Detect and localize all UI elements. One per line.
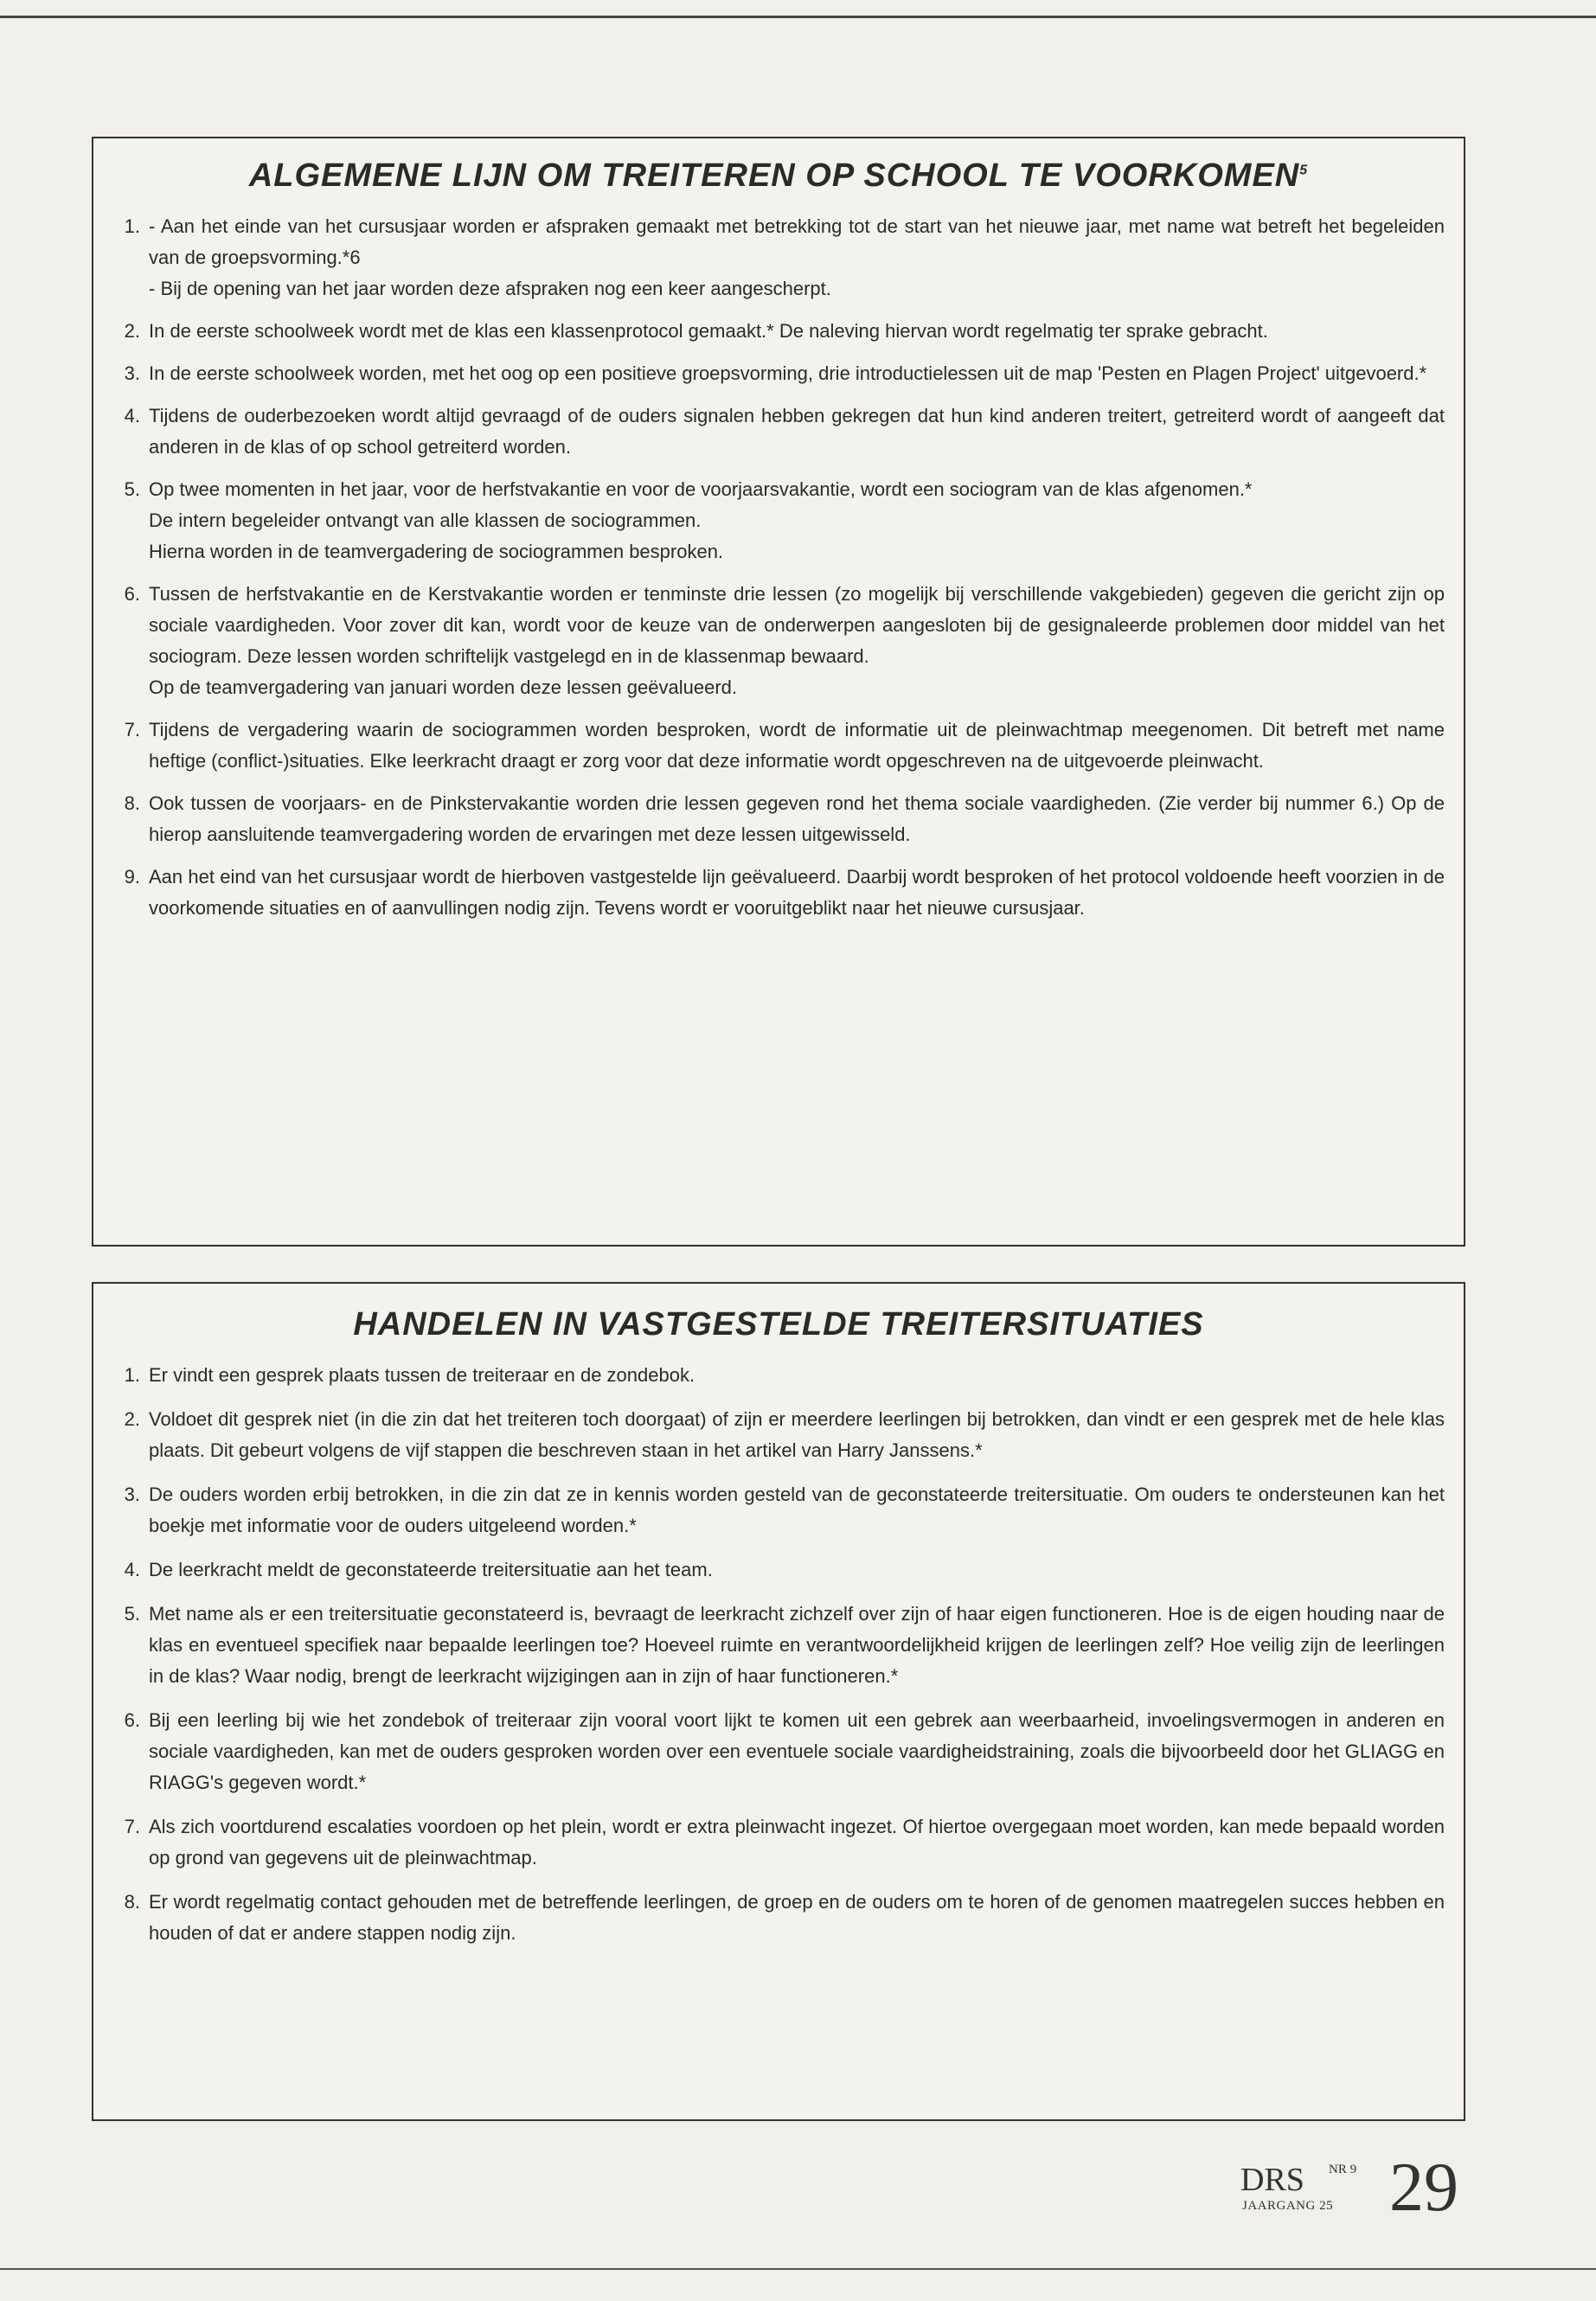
item-paragraph: Als zich voortdurend escalaties voordoen op het plein, wordt er extra pleinwacht ingezet. Of hiertoe overgegaan moet worden, kan mede bepaald worden op grond van gegevens uit de pleinwachtmap. [149,1816,1445,1868]
list-item [111,358,1445,389]
item-text [149,862,1445,924]
item-text [149,1404,1445,1466]
item-paragraph: De leerkracht meldt de geconstateerde treitersituatie aan het team. [149,1559,713,1580]
item-text [149,358,1445,389]
item-paragraph: In de eerste schoolweek worden, met het oog op een positieve groepsvorming, drie introductielessen uit de map 'Pesten en Plagen Project' uitgevoerd.* [149,362,1427,384]
item-number: 9. [124,866,140,888]
list-item [111,401,1445,463]
item-number: 2. [124,320,140,342]
list-item [111,1360,1445,1391]
item-number: 6. [124,583,140,605]
item-number: 8. [124,1891,140,1913]
list-item [111,1554,1445,1586]
item-paragraph: De intern begeleider ontvangt van alle klassen de sociogrammen. [149,510,702,531]
item-paragraph: Er wordt regelmatig contact gehouden met de betreffende leerlingen, de groep en de ouders om te horen of de genomen maatregelen succes hebben en houden of dat er andere stappen nodig zijn. [149,1891,1445,1944]
item-number: 8. [124,792,140,814]
item-paragraph: De ouders worden erbij betrokken, in die zin dat ze in kennis worden gesteld van de geconstateerde treitersituatie. Om ouders te ondersteunen kan het boekje met informatie voor de ouders uitgeleend worden.* [149,1484,1445,1536]
item-number: 2. [124,1408,140,1430]
item-number: 6. [124,1709,140,1731]
item-paragraph: Tussen de herfstvakantie en de Kerstvakantie worden er tenminste drie lessen (zo mogelijk bij verschillende vakgebieden) gegeven die gericht zijn op sociale vaardigheden. Voor zover dit kan, wordt voor de keuze van de onderwerpen aangesloten bij de gesignaleerde problemen door middel van het sociogram. Deze lessen worden schriftelijk vastgelegd en in de klassenmap bewaard. [149,583,1445,667]
list-item [111,788,1445,850]
list-item [111,1887,1445,1949]
item-paragraph: - Aan het einde van het cursusjaar worden er afspraken gemaakt met betrekking tot de start van het nieuwe jaar, met name wat betreft het begeleiden van de groepsvorming.*6 [149,215,1445,268]
item-paragraph: - Bij de opening van het jaar worden deze afspraken nog een keer aangescherpt. [149,278,831,299]
item-text [149,1554,1445,1586]
handling-situations-title: HANDELEN IN VASTGESTELDE TREITERSITUATIES [353,1306,1204,1343]
issue-number: NR 9 [1329,2163,1357,2176]
prevention-guideline-list [93,211,1464,924]
volume-label: JAARGANG 25 [1242,2199,1334,2213]
item-number: 3. [124,1484,140,1505]
item-paragraph: Aan het eind van het cursusjaar wordt de hierboven vastgestelde lijn geëvalueerd. Daarbij wordt besproken of het protocol voldoende heeft voorzien in de voorkomende situaties en of aanvullingen nodig zijn. Tevens wordt er vooruitgeblikt naar het nieuwe cursusjaar. [149,866,1445,919]
item-number: 3. [124,362,140,384]
item-text [149,579,1445,703]
item-number: 1. [124,215,140,237]
item-paragraph: Met name als er een treitersituatie geconstateerd is, bevraagt de leerkracht zichzelf over zijn of haar eigen functioneren. Hoe is de eigen houding naar de klas en eventueel specifiek naar bepaalde leerlingen toe? Hoeveel ruimte en verantwoordelijkheid krijgen de leerlingen zelf? Hoe veilig zijn de leerlingen in de klas? Waar nodig, brengt de leerkracht wijzigingen aan in zijn of haar functioneren.* [149,1603,1445,1687]
item-text [149,474,1445,567]
prevention-guideline-box [92,137,1465,1247]
item-text [149,401,1445,463]
item-paragraph: Voldoet dit gesprek niet (in die zin dat het treiteren toch doorgaat) of zijn er meerdere leerlingen bij betrokken, dan vindt er een gesprek met de hele klas plaats. Dit gebeurt volgens de vijf stappen die beschreven staan in het artikel van Harry Janssens.* [149,1408,1445,1461]
list-item [111,579,1445,703]
page-number: 29 [1389,2150,1458,2226]
top-rule [0,16,1596,18]
item-paragraph: Tijdens de vergadering waarin de sociogrammen worden besproken, wordt de informatie uit de pleinwachtmap meegenomen. Dit betreft met name heftige (conflict-)situaties. Elke leerkracht draagt er zorg voor dat deze informatie wordt opgeschreven na de uitgevoerde pleinwacht. [149,719,1445,772]
item-paragraph: Op de teamvergadering van januari worden deze lessen geëvalueerd. [149,676,737,698]
item-paragraph: Er vindt een gesprek plaats tussen de treiteraar en de zondebok. [149,1364,695,1386]
magazine-name: DRS [1240,2162,1304,2198]
list-item [111,1599,1445,1692]
list-item [111,316,1445,347]
item-text [149,1705,1445,1798]
handling-situations-list [93,1360,1464,1949]
list-item [111,211,1445,304]
item-paragraph: In de eerste schoolweek wordt met de klas een klassenprotocol gemaakt.* De naleving hiervan wordt regelmatig ter sprake gebracht. [149,320,1268,342]
item-number: 5. [124,1603,140,1625]
list-item [111,1404,1445,1466]
item-text [149,715,1445,777]
bottom-rule [0,2268,1596,2270]
item-text [149,1599,1445,1692]
item-text [149,211,1445,304]
item-number: 1. [124,1364,140,1386]
item-paragraph: Bij een leerling bij wie het zondebok of treiteraar zijn vooral voort lijkt te komen uit een gebrek aan weerbaarheid, invoelingsvermogen in anderen en sociale vaardigheden, kan met de ouders gesproken worden over een eventuele sociale vaardigheidstraining, zoals die bijvoorbeeld door het GLIAGG en RIAGG's gegeven wordt.* [149,1709,1445,1793]
prevention-guideline-title [93,138,1464,211]
item-number: 4. [124,1559,140,1580]
item-text [149,1360,1445,1391]
item-number: 5. [124,478,140,500]
item-paragraph: Tijdens de ouderbezoeken wordt altijd gevraagd of de ouders signalen hebben gekregen dat hun kind anderen treitert, getreiterd wordt of aangeeft dat anderen in de klas of op school getreiterd worden. [149,405,1445,458]
item-number: 7. [124,1816,140,1837]
item-number: 4. [124,405,140,426]
item-text [149,788,1445,850]
item-text [149,316,1445,347]
item-paragraph: Op twee momenten in het jaar, voor de herfstvakantie en voor de voorjaarsvakantie, wordt een sociogram van de klas afgenomen.* [149,478,1253,500]
item-text [149,1479,1445,1541]
item-text [149,1811,1445,1874]
page-footer [1235,2150,1469,2226]
list-item [111,715,1445,777]
footnote-marker: 5 [1299,163,1309,178]
item-paragraph: Ook tussen de voorjaars- en de Pinkstervakantie worden drie lessen gegeven rond het thema sociale vaardigheden. (Zie verder bij nummer 6.) Op de hierop aansluitende teamvergadering worden de ervaringen met deze lessen uitgewisseld. [149,792,1445,845]
list-item [111,1479,1445,1541]
item-paragraph: Hierna worden in de teamvergadering de sociogrammen besproken. [149,541,724,562]
list-item [111,474,1445,567]
handling-situations-box [92,1282,1465,2121]
item-text [149,1887,1445,1949]
prevention-guideline-title-text: ALGEMENE LIJN OM TREITEREN OP SCHOOL TE VOORKOMEN [248,157,1300,194]
list-item [111,862,1445,924]
list-item [111,1811,1445,1874]
item-number: 7. [124,719,140,740]
list-item [111,1705,1445,1798]
